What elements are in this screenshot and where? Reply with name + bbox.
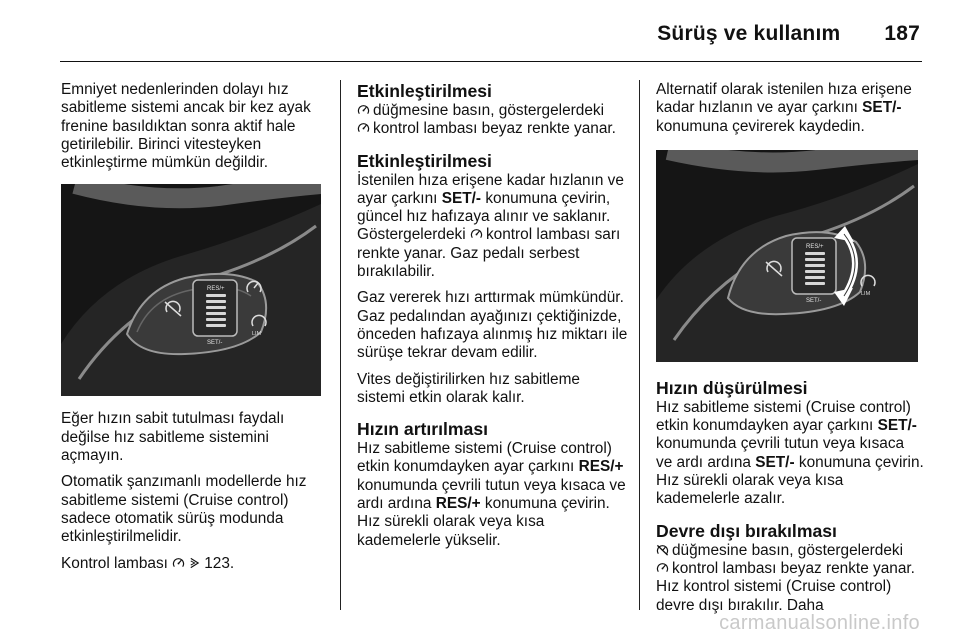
- column-3: [656, 81, 924, 623]
- watermark: carmanualsonline.info: [719, 612, 920, 634]
- page-number: 187: [884, 22, 920, 45]
- paragraph: Vites değiştirilirken hız sabitleme sistemi etkin olarak kalır.: [357, 370, 580, 406]
- cruise-control-icon: [357, 103, 370, 117]
- paragraph: Hız sabitleme sistemi (Cruise control) etkin konumdayken ayar çarkını RES/+ konumunda çevrili tutun veya kısaca ve ardı ardına RES/+ konumuna çevirin. Hız sürekli olarak veya kısa kademelerle yükselir.: [357, 440, 626, 549]
- paragraph: Hız sabitleme sistemi (Cruise control) etkin konumdayken ayar çarkını SET/- konumunda çevrili tutun veya kısaca ve ardı ardına SET/- konumuna çevirin. Hız sürekli olarak veya kısa kademelerle azalır.: [656, 398, 924, 508]
- set-label: SET/-: [806, 297, 822, 304]
- paragraph: düğmesine basın, göstergelerdeki kontrol lambası beyaz renkte yanar. Hız kontrol sistemi (Cruise control) devre dışı bırakılır. Daha: [656, 541, 915, 614]
- page-header: [657, 22, 920, 46]
- set-label: SET/-: [207, 340, 223, 347]
- page-reference-icon: [188, 556, 201, 570]
- res-label: RES/+: [806, 243, 824, 250]
- column-divider: [639, 80, 640, 610]
- paragraph: Kontrol lambası 123.: [61, 554, 235, 572]
- cruise-off-icon: [656, 543, 669, 557]
- lim-label: LIM: [861, 290, 871, 297]
- cruise-control-icon: [357, 121, 370, 135]
- steering-wheel-figure: [656, 150, 918, 362]
- section-heading: Hızın düşürülmesi: [656, 377, 808, 398]
- column-1: [61, 81, 331, 581]
- column-2: [357, 81, 632, 558]
- paragraph: İstenilen hıza erişene kadar hızlanın ve ayar çarkını SET/- konumuna çevirin, güncel hız hafızaya alınır ve saklanır. Göstergelerdeki kontrol lambası sarı renkte yanar. Gaz pedalı serbest bırakılabilir.: [357, 171, 624, 281]
- paragraph: Alternatif olarak istenilen hıza erişene kadar hızlanın ve ayar çarkını SET/- konumuna çevirerek kaydedin.: [656, 81, 912, 135]
- section-heading: Etkinleştirilmesi: [357, 150, 492, 171]
- cruise-control-icon: [470, 227, 483, 241]
- paragraph: Gaz vererek hızı arttırmak mümkündür. Gaz pedalından ayağınızı çektiğinizde, önceden hafızaya alınmış hız miktarı ile sürüşe tekrar devam edilir.: [357, 289, 628, 362]
- paragraph: düğmesine basın, göstergelerdeki kontrol lambası beyaz renkte yanar.: [357, 102, 632, 139]
- steering-wheel-figure: [61, 184, 321, 396]
- page-title: Sürüş ve kullanım: [657, 22, 841, 45]
- section-heading: Etkinleştirilmesi: [357, 81, 492, 101]
- lim-label: LIM: [252, 331, 262, 338]
- header-rule: [60, 61, 922, 62]
- paragraph: Emniyet nedenlerinden dolayı hız sabitleme sistemi ancak bir kez ayak frenine basıldıktan sonra aktif hale getirilebilir. Birinci vitesteyken etkinleştirme mümkün değildir.: [61, 81, 311, 172]
- paragraph: Otomatik şanzımanlı modellerde hız sabitleme sistemi (Cruise control) sadece otomatik sürüş modunda etkinleştirilmelidir.: [61, 473, 307, 546]
- column-divider: [340, 80, 341, 610]
- paragraph: Eğer hızın sabit tutulması faydalı değilse hız sabitleme sistemini açmayın.: [61, 410, 285, 465]
- res-label: RES/+: [207, 286, 225, 293]
- section-heading: Hızın artırılması: [357, 419, 489, 440]
- cruise-control-icon: [656, 561, 669, 575]
- cruise-control-icon: [172, 556, 185, 570]
- section-heading: Devre dışı bırakılması: [656, 520, 837, 541]
